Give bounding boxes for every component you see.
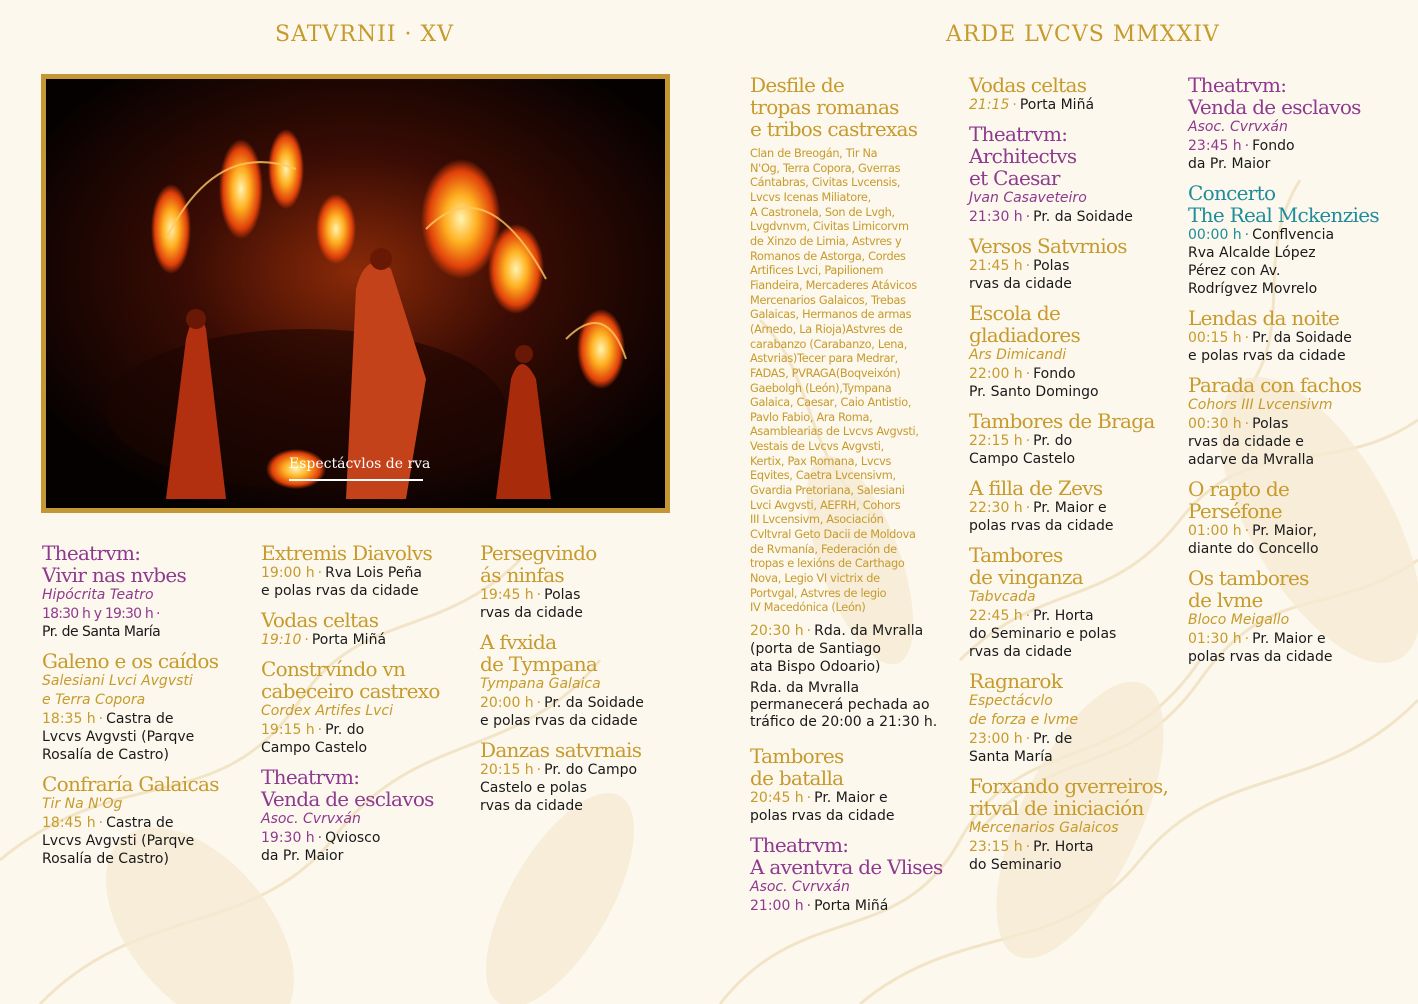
event-title: Extremis Diavolvs [261,541,433,565]
page-title-right: ARDE LVCVS MMXXIV [946,22,1220,47]
fire-performers-image [46,79,665,508]
participant-line: Lvcvs Icenas Miliatore, [750,190,871,204]
event-schedule: 22:00 h · Fondo Pr. Santo Domingo [969,366,1099,400]
event-organizer: Tabvcada [969,589,1036,605]
event-title: Danzas satvrnais [480,738,642,762]
event-schedule: 00:30 h · Polas rvas da cidade e adarve da Mvralla [1188,416,1315,468]
program-column-4 [750,74,950,924]
event-schedule: 00:00 h · Conflvencia Rva Alcalde López Pérez con Av. Rodrígvez Movrelo [1188,227,1335,297]
event-title: Forxando gverreiros, ritval de iniciación [969,774,1169,820]
event-schedule: 23:00 h · Pr. de Santa María [969,731,1073,765]
event-title: Persegvindo ás ninfas [480,541,597,587]
event-extremis-diavolvs [261,542,473,600]
event-title: Tambores de vinganza [969,543,1083,589]
event-title: O rapto de Perséfone [1188,477,1290,523]
event-organizer: Mercenarios Galaicos [969,820,1119,836]
event-organizer: Salesiani Lvci Avgvsti e Terra Copora [42,673,193,708]
event-schedule: 18:30 h y 19:30 h · Pr. de Santa María [42,606,161,640]
event-organizer: Espectácvlo de forza e lvme [969,693,1079,728]
event-title: Ragnarok [969,669,1063,693]
event-item [1188,567,1400,666]
event-schedule: 21:15 · Porta Miñá [969,97,1095,113]
photo-caption: Espectácvlos de rva [289,456,431,472]
participant-line: Lvci Avgvsti, AEFRH, Cohors [750,498,901,512]
event-title: Tambores de Braga [969,409,1155,433]
event-item [969,544,1181,661]
event-organizer: Asoc. Cvrvxán [1188,119,1288,135]
program-column-1 [42,542,254,877]
event-title: Galeno e os caídos [42,649,219,673]
participant-line: Cántabras, Civitas Lvcensis, [750,176,901,190]
participant-line: A Castronela, Son de Lvgh, [750,205,895,219]
event-title: Concerto The Real Mckenzies [1188,181,1379,227]
participant-line: carabanzo (Carabanzo, Lena, [750,337,908,351]
participant-line: Artifices Lvci, Papilionem [750,264,884,278]
program-column-2 [261,542,473,874]
event-constrvindo-cabeceiro [261,658,473,757]
program-column-3 [480,542,692,824]
participant-line: Eqvites, Caetra Lvcensivm, [750,469,896,483]
page-title-left: SATVRNII · XV [275,22,455,47]
event-title: Versos Satvrnios [969,234,1127,258]
event-item [969,477,1181,535]
event-organizer: Asoc. Cvrvxán [261,811,361,827]
participant-list [750,147,950,616]
event-organizer: Ars Dimicandi [969,347,1067,363]
participant-line: FADAS, PVRAGA(Boqveixón) [750,366,901,380]
event-title: Parada con fachos [1188,373,1362,397]
participant-line: Asamblearias de Lvcvs Avgvsti, [750,425,919,439]
event-schedule: 01:30 h · Pr. Maior e polas rvas da cidade [1188,631,1333,665]
event-schedule: 19:45 h · Polas rvas da cidade [480,587,583,621]
program-column-5 [969,74,1181,883]
event-venda-de-esclavos [261,766,473,865]
event-item [1188,374,1400,469]
participant-line: Portvgal, Astvres de legio [750,586,887,600]
event-title: Os tambores de lvme [1188,566,1309,612]
event-schedule: 20:15 h · Pr. do Campo Castelo e polas rvas da cidade [480,762,638,814]
event-item [969,74,1181,114]
event-item [969,670,1181,766]
participant-line: de Rvmanía, Federación de [750,542,897,556]
event-title: A fvxida de Tympana [480,630,598,676]
participant-line: Gaebolgh (León),Tympana [750,381,892,395]
participant-line: Nova, Legio VI victrix de [750,572,880,586]
event-schedule: 20:30 h · Rda. da Mvralla (porta de Santiago ata Bispo Odoario) [750,623,924,675]
event-schedule: 21:30 h · Pr. da Soidade [969,209,1133,225]
event-organizer: Bloco Meigallo [1188,612,1290,628]
participant-line: Romanos de Astorga, Cordes [750,249,906,263]
event-item [969,123,1181,226]
event-schedule: 23:45 h · Fondo da Pr. Maior [1188,138,1295,172]
event-organizer: Hipócrita Teatro [42,587,154,603]
participant-line: de Xinzo de Limia, Astvres y [750,234,902,248]
event-item [1188,74,1400,173]
participant-line: Cvltvral Geto Dacii de Moldova [750,528,916,542]
event-schedule: 22:30 h · Pr. Maior e polas rvas da cidade [969,500,1114,534]
event-title: Tambores de batalla [750,744,844,790]
event-item [969,410,1181,468]
event-schedule: 18:45 h · Castra de Lvcvs Avgvsti (Parqve Rosalía de Castro) [42,815,195,867]
event-organizer: Jvan Casaveteiro [969,190,1087,206]
event-organizer: Cohors III Lvcensivm [1188,397,1333,413]
event-item [969,302,1181,401]
event-schedule: 22:15 h · Pr. do Campo Castelo [969,433,1076,467]
event-aventvra-de-vlises [750,834,950,915]
event-title: Theatrvm: Vivir nas nvbes [42,541,187,587]
event-organizer: Cordex Artifes Lvci [261,703,394,719]
event-item [969,235,1181,293]
event-organizer: Tympana Galaica [480,676,601,692]
event-organizer: Tir Na N'Og [42,796,123,812]
participant-line: tropas e lexións de Carthago [750,557,905,571]
event-title: Lendas da noite [1188,306,1340,330]
event-schedule: 20:00 h · Pr. da Soidade e polas rvas da cidade [480,695,644,729]
participant-line: Astvrias)Tecer para Medrar, [750,352,898,366]
caption-underline [289,479,423,481]
event-danzas-satvrnais [480,739,692,815]
event-tambores-de-batalla [750,745,950,825]
event-confraria-galaicas [42,773,254,868]
event-title: Theatrvm: A aventvra de Vlises [750,833,943,879]
event-fvxida-de-tympana [480,631,692,730]
event-schedule: 19:00 h · Rva Lois Peña e polas rvas da cidade [261,565,422,599]
event-item [1188,307,1400,365]
participant-line: Galaica, Caesar, Caio Antistio, [750,396,912,410]
event-title: Desfile de tropas romanas e tribos castrexas [750,73,918,141]
participant-line: Clan de Breogán, Tir Na [750,147,878,160]
event-schedule: 20:45 h · Pr. Maior e polas rvas da cidade [750,790,895,824]
participant-line: III Lvcensivm, Asociación [750,513,884,527]
participant-line: Kertix, Pax Romana, Lvcvs [750,454,892,468]
participant-line: Fiandeira, Mercaderes Atávicos [750,278,917,292]
event-schedule: 21:00 h · Porta Miñá [750,898,889,914]
event-item [969,775,1181,874]
participant-line: N'Og, Terra Copora, Gverras [750,161,901,175]
event-schedule: 23:15 h · Pr. Horta do Seminario [969,839,1094,873]
event-schedule: 21:45 h · Polas rvas da cidade [969,258,1072,292]
participant-line: (Arnedo, La Rioja)Astvres de [750,322,903,336]
event-title: Theatrvm: Venda de esclavos [261,765,434,811]
participant-line: Galaicas, Hermanos de armas [750,308,912,322]
event-schedule: 22:45 h · Pr. Horta do Seminario e polas rvas da cidade [969,608,1117,660]
participant-line: Lvgdvnvm, Civitas Limicorvm [750,220,909,234]
program-column-6 [1188,74,1400,675]
participant-line: Gvardia Pretoriana, Salesiani [750,484,905,498]
event-persegvindo-as-ninfas [480,542,692,622]
participant-line: Mercenarios Galaicos, Trebas [750,293,906,307]
event-desfile-tropas [750,74,950,731]
event-item [1188,182,1400,298]
participant-line: Pavlo Fabio, Ara Roma, [750,410,873,424]
event-vivir-nas-nvbes [42,542,254,641]
event-title: Confraría Galaicas [42,772,219,796]
event-schedule: 00:15 h · Pr. da Soidade e polas rvas da cidade [1188,330,1352,364]
event-title: Vodas celtas [261,608,379,632]
fire-show-photo [41,74,670,513]
event-item [1188,478,1400,558]
event-title: Vodas celtas [969,73,1087,97]
event-schedule: 18:35 h · Castra de Lvcvs Avgvsti (Parqve Rosalía de Castro) [42,711,195,763]
traffic-note: Rda. da Mvralla permanecerá pechada ao tráfico de 20:00 a 21:30 h. [750,680,938,730]
event-schedule: 01:00 h · Pr. Maior, diante do Concello [1188,523,1319,557]
event-title: Escola de gladiadores [969,301,1081,347]
event-title: Theatrvm: Venda de esclavos [1188,73,1361,119]
event-title: A filla de Zevs [969,476,1103,500]
event-schedule: 19:10 · Porta Miñá [261,632,387,648]
event-vodas-celtas [261,609,473,649]
event-organizer: Asoc. Cvrvxán [750,879,850,895]
event-galeno-e-os-caidos [42,650,254,764]
event-title: Constrvíndo vn cabeceiro castrexo [261,657,440,703]
participant-line: IV Macedónica (León) [750,601,866,615]
event-schedule: 19:15 h · Pr. do Campo Castelo [261,722,368,756]
participant-line: Vestais de Lvcvs Avgvsti, [750,440,884,454]
event-schedule: 19:30 h · Qviosco da Pr. Maior [261,830,381,864]
event-title: Theatrvm: Architectvs et Caesar [969,122,1077,190]
